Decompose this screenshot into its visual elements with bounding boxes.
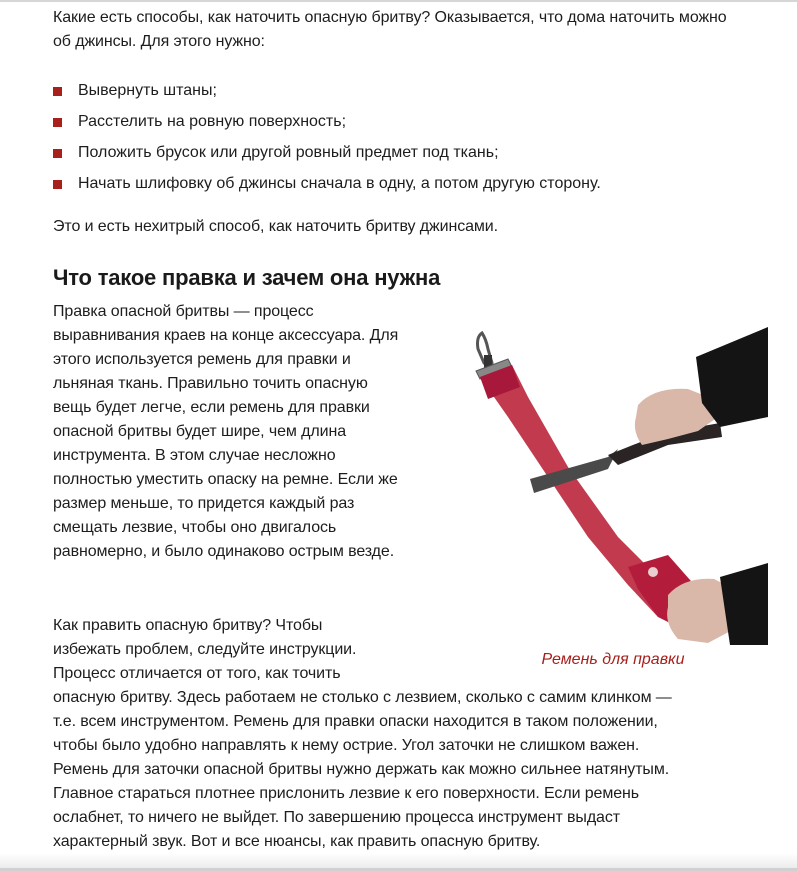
strop-illustration xyxy=(458,327,768,645)
list-item-text: Расстелить на ровную поверхность; xyxy=(78,113,347,130)
figure-caption: Ремень для правки xyxy=(541,651,685,668)
bullet-square-icon xyxy=(53,149,62,158)
paragraph-line: Ремень для заточки опасной бритвы нужно держать как можно сильнее натянутым. xyxy=(53,761,670,778)
list-item-text: Вывернуть штаны; xyxy=(78,82,217,99)
paragraph-line: Главное стараться плотнее прислонить лезвие к его поверхности. Если ремень xyxy=(53,785,640,802)
paragraph-line: т.е. всем инструментом. Ремень для правки опаски находится в таком положении, xyxy=(53,713,658,730)
strop-emblem xyxy=(648,567,658,577)
list-item xyxy=(53,172,743,203)
paragraph-line: характерный звук. Вот и все нюансы, как править опасную бритву. xyxy=(53,833,541,850)
paragraph-line: ослабнет, то ничего не выйдет. По завершению процесса инструмент выдаст xyxy=(53,809,620,826)
bottom-shadow xyxy=(0,853,797,868)
list-item xyxy=(53,79,743,110)
bullet-square-icon xyxy=(53,87,62,96)
list-item-text: Положить брусок или другой ровный предмет под ткань; xyxy=(78,144,499,161)
top-divider xyxy=(0,0,797,2)
paragraph-line: Как править опасную бритву? Чтобы xyxy=(53,617,323,634)
paragraph-line: Процесс отличается от того, как точить xyxy=(53,665,341,682)
strop-description-paragraph: Правка опасной бритвы — процесс выравнивания краев на конце аксессуара. Для этого используется ремень для правки и льняная ткань. Правильно точить опасную вещь будет легче, если ремень для правки опасной бритвы будет шире, чем длина инструмента. В этом случае несложно полностью уместить опаску на ремне. Если же размер меньше, то придется каждый раз смещать лезвие, чтобы оно двигалось равномерно, и было одинаково острым везде. xyxy=(53,303,399,560)
strop-photo xyxy=(458,327,768,645)
intro-paragraph: Какие есть способы, как наточить опасную бритву? Оказывается, что дома наточить можно об джинсы. Для этого нужно: xyxy=(53,9,727,50)
paragraph-line: опасную бритву. Здесь работаем не столько с лезвием, сколько с самим клинком — xyxy=(53,689,672,706)
paragraph-line: чтобы было удобно направлять к нему острие. Угол заточки не слишком важен. xyxy=(53,737,640,754)
steps-list xyxy=(53,79,743,203)
bullet-square-icon xyxy=(53,180,62,189)
paragraph-line: избежать проблем, следуйте инструкции. xyxy=(53,641,357,658)
list-item-text: Начать шлифовку об джинсы сначала в одну, а потом другую сторону. xyxy=(78,175,601,192)
section-heading: Что такое правка и зачем она нужна xyxy=(53,265,441,290)
stropping-instructions-paragraph xyxy=(53,614,743,854)
bullet-square-icon xyxy=(53,118,62,127)
summary-paragraph: Это и есть нехитрый способ, как наточить бритву джинсами. xyxy=(53,218,498,235)
list-item xyxy=(53,141,743,172)
list-item xyxy=(53,110,743,141)
